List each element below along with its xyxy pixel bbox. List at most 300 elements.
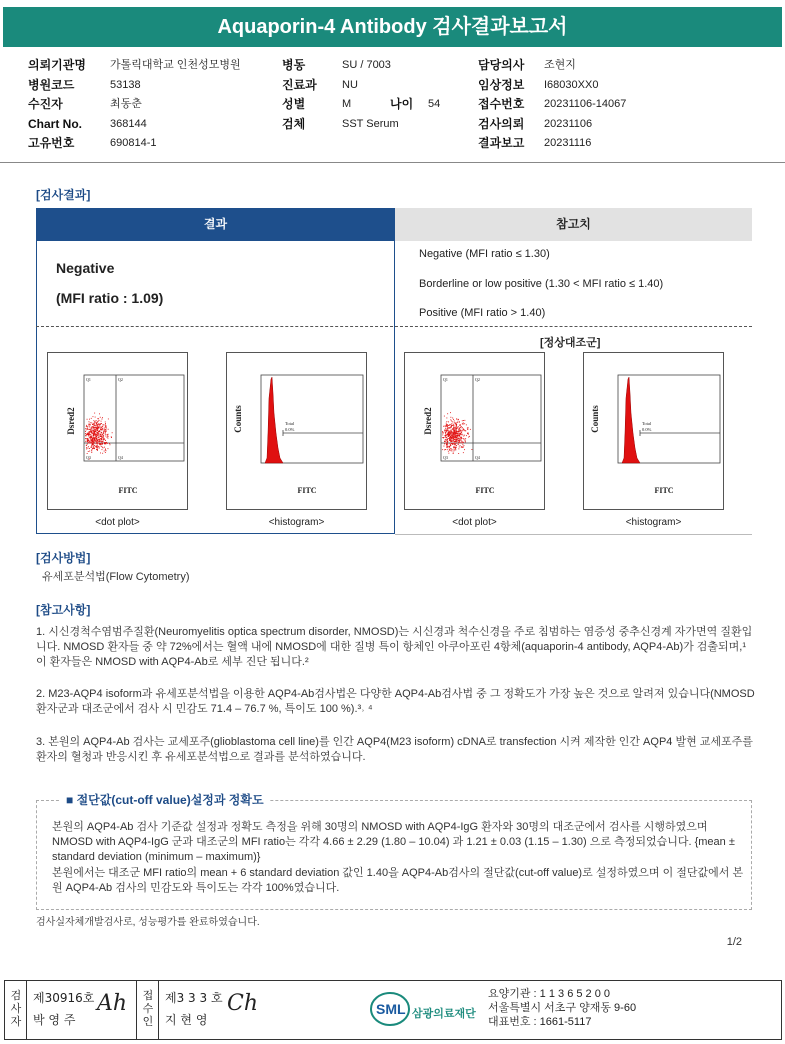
dot-point bbox=[85, 428, 86, 429]
dot-point bbox=[468, 434, 469, 435]
dot-point bbox=[450, 432, 451, 433]
dot-point bbox=[89, 434, 90, 435]
dot-point bbox=[101, 443, 102, 444]
cutoff-paragraph-1: 본원의 AQP4-Ab 검사 기준값 설정과 정확도 측정을 위해 30명의 NMOSD with AQP4-IgG 환자와 30명의 대조군에서 검사를 시행하였으며 NMOSD with AQP4-IgG 군과 대조군의 MFI ratio는 각각 4.66 ± 2.29 (1.80 – 10.04) 과 1.21 ± 0.03 (1.15 – 1.30) 으로 측정되었습니다. {mean ± standard deviation (minimum – maximum)} bbox=[52, 821, 735, 863]
dot-point bbox=[92, 448, 93, 449]
dot-point bbox=[93, 428, 94, 429]
dot-point bbox=[456, 447, 457, 448]
dot-point bbox=[110, 444, 111, 445]
dot-point bbox=[99, 435, 100, 436]
dot-point bbox=[450, 434, 451, 435]
dot-point bbox=[448, 435, 449, 436]
dot-point bbox=[463, 447, 464, 448]
dot-point bbox=[443, 426, 444, 427]
dot-point bbox=[102, 428, 103, 429]
dot-point bbox=[461, 432, 462, 433]
dot-point bbox=[96, 446, 97, 447]
dot-point bbox=[97, 427, 98, 428]
dot-point bbox=[91, 429, 92, 430]
dot-point bbox=[448, 438, 449, 439]
dot-point bbox=[103, 431, 104, 432]
dot-point bbox=[455, 428, 456, 429]
dot-point bbox=[459, 429, 460, 430]
dot-point bbox=[96, 442, 97, 443]
dot-point bbox=[89, 435, 90, 436]
dot-point bbox=[91, 450, 92, 451]
dot-point bbox=[457, 437, 458, 438]
dot-point bbox=[90, 429, 91, 430]
control-label: [정상대조군] bbox=[540, 337, 601, 349]
label-clinical-info: 임상정보 bbox=[478, 77, 525, 92]
dot-point bbox=[89, 459, 90, 460]
page-number: 1/2 bbox=[726, 936, 742, 948]
dot-point bbox=[458, 433, 459, 434]
dot-point bbox=[94, 445, 95, 446]
dot-point bbox=[103, 424, 104, 425]
dot-point bbox=[448, 453, 449, 454]
dot-point bbox=[106, 442, 107, 443]
dot-point bbox=[442, 437, 443, 438]
dot-point bbox=[94, 439, 95, 440]
dot-point bbox=[88, 441, 89, 442]
dot-point bbox=[466, 435, 467, 436]
dot-point bbox=[102, 417, 103, 418]
histogram-total-label: Total bbox=[642, 421, 652, 426]
dot-point bbox=[456, 429, 457, 430]
dot-point bbox=[89, 431, 90, 432]
dot-point bbox=[447, 430, 448, 431]
dot-point bbox=[453, 430, 454, 431]
dot-point bbox=[105, 442, 106, 443]
dot-point bbox=[89, 419, 90, 420]
dot-point bbox=[102, 447, 103, 448]
dot-point bbox=[447, 440, 448, 441]
logo-text: 삼광의료재단 bbox=[412, 1007, 476, 1020]
dot-point bbox=[106, 434, 107, 435]
dot-point bbox=[462, 427, 463, 428]
value-institution: 가톨릭대학교 인천성모병원 bbox=[110, 59, 241, 71]
dot-point bbox=[86, 425, 87, 426]
dot-point bbox=[452, 421, 453, 422]
dot-point bbox=[105, 433, 106, 434]
dot-point bbox=[457, 436, 458, 437]
dot-point bbox=[101, 430, 102, 431]
dot-point bbox=[100, 433, 101, 434]
dot-point bbox=[450, 449, 451, 450]
dot-point bbox=[86, 438, 87, 439]
label-patient: 수진자 bbox=[28, 97, 63, 111]
dot-point bbox=[445, 439, 446, 440]
tester-signature: Ah bbox=[97, 991, 128, 1016]
dot-point bbox=[458, 431, 459, 432]
dot-point bbox=[103, 435, 104, 436]
dot-point bbox=[92, 424, 93, 425]
dot-point bbox=[465, 430, 466, 431]
value-department: NU bbox=[342, 78, 358, 91]
dot-point bbox=[453, 428, 454, 429]
dot-point bbox=[459, 447, 460, 448]
dot-point bbox=[453, 438, 454, 439]
reference-header: 참고치 bbox=[395, 208, 752, 241]
header-row-1 bbox=[28, 56, 768, 76]
value-age: 54 bbox=[428, 98, 441, 110]
dot-point bbox=[94, 441, 95, 442]
dot-point bbox=[87, 441, 88, 442]
dot-point bbox=[446, 418, 447, 419]
dot-point bbox=[105, 423, 106, 424]
dot-point bbox=[456, 425, 457, 426]
dot-point bbox=[445, 426, 446, 427]
dot-point bbox=[91, 447, 92, 448]
dot-point bbox=[459, 421, 460, 422]
tester-name: 박 영 주 bbox=[33, 1013, 76, 1027]
dot-point bbox=[448, 447, 449, 448]
dot-point bbox=[107, 437, 108, 438]
dot-point bbox=[444, 443, 445, 444]
dot-point bbox=[89, 424, 90, 425]
dot-point bbox=[93, 448, 94, 449]
dot-point bbox=[97, 426, 98, 427]
dot-point bbox=[457, 441, 458, 442]
dot-point bbox=[104, 428, 105, 429]
dot-point bbox=[453, 443, 454, 444]
label-doctor: 담당의사 bbox=[478, 58, 525, 72]
dot-point bbox=[96, 427, 97, 428]
dot-point bbox=[468, 433, 469, 434]
receiver-signature: Ch bbox=[227, 991, 259, 1016]
label-hospital-code: 병원코드 bbox=[28, 77, 75, 92]
dot-point bbox=[95, 417, 96, 418]
dot-point bbox=[451, 429, 452, 430]
dot-point bbox=[89, 451, 90, 452]
dot-point bbox=[452, 429, 453, 430]
dot-point bbox=[95, 435, 96, 436]
dot-point bbox=[101, 429, 102, 430]
dot-point bbox=[85, 431, 86, 432]
label-age: 나이 bbox=[390, 97, 414, 111]
dot-point bbox=[448, 425, 449, 426]
dot-point bbox=[98, 418, 99, 419]
dot-point bbox=[105, 440, 106, 441]
dot-point bbox=[445, 436, 446, 437]
dot-point bbox=[99, 441, 100, 442]
dot-point bbox=[97, 445, 98, 446]
dot-point bbox=[465, 440, 466, 441]
dot-point bbox=[463, 423, 464, 424]
dot-point bbox=[108, 436, 109, 437]
dot-point bbox=[455, 439, 456, 440]
quadrant-q2-label: Q2 bbox=[118, 377, 123, 382]
dot-point bbox=[91, 452, 92, 453]
dot-point bbox=[461, 437, 462, 438]
dot-point bbox=[461, 434, 462, 435]
dot-point bbox=[94, 437, 95, 438]
dot-point bbox=[101, 446, 102, 447]
histogram-peak bbox=[622, 377, 640, 463]
dot-point bbox=[458, 442, 459, 443]
sml-logo-icon bbox=[370, 987, 480, 1031]
dot-point bbox=[95, 431, 96, 432]
dot-point bbox=[442, 435, 443, 436]
dot-point bbox=[92, 441, 93, 442]
dot-point bbox=[103, 430, 104, 431]
dot-point bbox=[102, 437, 103, 438]
dot-point bbox=[452, 418, 453, 419]
dot-point bbox=[447, 413, 448, 414]
dot-point bbox=[103, 425, 104, 426]
dot-point bbox=[454, 447, 455, 448]
dot-point bbox=[452, 435, 453, 436]
dot-point bbox=[101, 421, 102, 422]
dot-point bbox=[88, 451, 89, 452]
dot-point bbox=[448, 451, 449, 452]
caption-control-dot-plot: <dot plot> bbox=[452, 517, 497, 528]
note-1: 1. 시신경척수염범주질환(Neuromyelitis optica spectrum disorder, NMOSD)는 시신경과 척수신경을 주로 침범하는 염증성 중추신경계 자가면역 질환입니다. NMOSD 환자들 중 약 72%에서는 혈액 내에 NMOSD에 대한 질병 특이 항체인 아쿠아포린 4항체(aquaporin-4 antibody, AQP4-Ab)가 검출되며,¹ 이 환자들은 NMOSD with AQP4-Ab로 세부 진단 됩니다.² bbox=[36, 626, 753, 668]
dot-point bbox=[463, 442, 464, 443]
dot-point bbox=[459, 441, 460, 442]
result-header: 결과 bbox=[36, 208, 395, 241]
dot-point bbox=[97, 449, 98, 450]
dot-point bbox=[452, 436, 453, 437]
dot-point bbox=[448, 433, 449, 434]
dot-point bbox=[108, 419, 109, 420]
dot-point bbox=[447, 449, 448, 450]
dot-point bbox=[450, 450, 451, 451]
dot-point bbox=[96, 433, 97, 434]
dot-point bbox=[446, 439, 447, 440]
dot-point bbox=[92, 432, 93, 433]
dot-point bbox=[93, 437, 94, 438]
result-mfi: (MFI ratio : 1.09) bbox=[56, 290, 164, 306]
dot-point bbox=[85, 433, 86, 434]
dot-point bbox=[105, 427, 106, 428]
dot-point bbox=[467, 428, 468, 429]
dot-point bbox=[445, 441, 446, 442]
dot-point bbox=[106, 425, 107, 426]
dot-point bbox=[104, 439, 105, 440]
dot-point bbox=[449, 437, 450, 438]
dot-point bbox=[451, 423, 452, 424]
dot-point bbox=[101, 433, 102, 434]
dot-point bbox=[457, 440, 458, 441]
dot-point bbox=[93, 420, 94, 421]
dot-point bbox=[447, 441, 448, 442]
dot-point bbox=[445, 443, 446, 444]
dot-point bbox=[93, 447, 94, 448]
value-doctor: 조현지 bbox=[544, 59, 576, 71]
dot-point bbox=[460, 440, 461, 441]
dot-point bbox=[449, 446, 450, 447]
dot-point bbox=[453, 453, 454, 454]
dot-point bbox=[88, 439, 89, 440]
reference-negative: Negative (MFI ratio ≤ 1.30) bbox=[419, 248, 550, 260]
dot-point bbox=[445, 434, 446, 435]
dot-point bbox=[100, 441, 101, 442]
dot-point bbox=[454, 443, 455, 444]
dot-point bbox=[462, 447, 463, 448]
dot-point bbox=[454, 426, 455, 427]
dot-point bbox=[99, 420, 100, 421]
quadrant-q1-label: Q1 bbox=[86, 377, 91, 382]
dot-point bbox=[102, 453, 103, 454]
dot-point bbox=[447, 444, 448, 445]
dot-point bbox=[460, 434, 461, 435]
dot-point bbox=[454, 427, 455, 428]
dot-point bbox=[108, 448, 109, 449]
dot-point bbox=[93, 433, 94, 434]
dot-point bbox=[91, 442, 92, 443]
dot-point bbox=[99, 439, 100, 440]
dot-point bbox=[87, 438, 88, 439]
value-report-date: 20231116 bbox=[544, 137, 592, 149]
dot-point bbox=[87, 419, 88, 420]
dot-point bbox=[464, 423, 465, 424]
section-result-title: [검사결과] bbox=[36, 188, 91, 202]
receiver-vertical-label: 접 수 인 bbox=[142, 989, 154, 1028]
dot-point bbox=[451, 421, 452, 422]
logo-mark: SML bbox=[376, 1001, 406, 1017]
dot-point bbox=[93, 416, 94, 417]
dot-point bbox=[453, 441, 454, 442]
tester-signature-box bbox=[27, 981, 137, 1039]
dot-point bbox=[92, 438, 93, 439]
dot-point bbox=[97, 424, 98, 425]
dot-point bbox=[94, 431, 95, 432]
dot-point bbox=[91, 439, 92, 440]
dot-point bbox=[102, 443, 103, 444]
dot-point bbox=[96, 423, 97, 424]
header-row-3 bbox=[28, 95, 768, 115]
dot-point bbox=[464, 430, 465, 431]
dot-point bbox=[454, 449, 455, 450]
dot-point bbox=[456, 443, 457, 444]
dot-point bbox=[97, 447, 98, 448]
dot-point bbox=[448, 429, 449, 430]
dot-point bbox=[101, 434, 102, 435]
dot-point bbox=[467, 429, 468, 430]
dot-point bbox=[450, 438, 451, 439]
dot-point bbox=[89, 429, 90, 430]
dot-y-axis-label: Dsred2 bbox=[423, 407, 433, 435]
dot-point bbox=[450, 412, 451, 413]
dot-point bbox=[447, 427, 448, 428]
dot-point bbox=[456, 431, 457, 432]
dot-point bbox=[102, 442, 103, 443]
dot-point bbox=[106, 450, 107, 451]
institution-phone: 대표번호 : 1661-5117 bbox=[488, 1016, 592, 1028]
tester-vertical-label-box bbox=[5, 981, 27, 1039]
dot-point bbox=[104, 451, 105, 452]
dot-point bbox=[87, 440, 88, 441]
dot-point bbox=[104, 442, 105, 443]
dot-point bbox=[464, 435, 465, 436]
dot-point bbox=[459, 440, 460, 441]
dot-point bbox=[462, 423, 463, 424]
dot-point bbox=[103, 438, 104, 439]
dot-point bbox=[442, 431, 443, 432]
sml-logo bbox=[370, 987, 480, 1035]
dot-point bbox=[458, 435, 459, 436]
header-row-5 bbox=[28, 134, 768, 154]
dot-point bbox=[96, 440, 97, 441]
dot-point bbox=[471, 449, 472, 450]
dot-point bbox=[452, 432, 453, 433]
dot-point bbox=[95, 427, 96, 428]
dot-point bbox=[102, 444, 103, 445]
dot-point bbox=[454, 421, 455, 422]
reference-positive: Positive (MFI ratio > 1.40) bbox=[419, 307, 546, 319]
dot-point bbox=[461, 442, 462, 443]
dot-point bbox=[102, 426, 103, 427]
histogram-percent-label: 0.0% bbox=[285, 427, 295, 432]
label-sex: 성별 bbox=[282, 97, 306, 111]
dot-point bbox=[106, 428, 107, 429]
dot-point bbox=[86, 449, 87, 450]
dot-point bbox=[449, 434, 450, 435]
dot-point bbox=[93, 442, 94, 443]
histogram-peak bbox=[265, 377, 283, 463]
dot-point bbox=[463, 439, 464, 440]
dot-point bbox=[450, 436, 451, 437]
dot-point bbox=[100, 453, 101, 454]
result-dashed-divider bbox=[36, 326, 752, 327]
dot-point bbox=[457, 431, 458, 432]
dot-point bbox=[448, 432, 449, 433]
dot-point bbox=[87, 426, 88, 427]
value-chart-no: 368144 bbox=[110, 117, 147, 130]
dot-point bbox=[449, 447, 450, 448]
dot-point bbox=[98, 443, 99, 444]
dot-point bbox=[446, 435, 447, 436]
dot-point bbox=[91, 438, 92, 439]
dot-point bbox=[450, 432, 451, 433]
caption-dot-plot: <dot plot> bbox=[95, 517, 140, 528]
dot-point bbox=[91, 436, 92, 437]
receiver-name: 지 현 영 bbox=[165, 1013, 208, 1027]
dot-point bbox=[463, 424, 464, 425]
dot-point bbox=[108, 438, 109, 439]
result-value: Negative bbox=[56, 260, 115, 276]
value-hospital-code: 53138 bbox=[110, 78, 141, 91]
header-divider bbox=[0, 162, 785, 163]
dot-point bbox=[449, 449, 450, 450]
dot-point bbox=[89, 425, 90, 426]
note-2: 2. M23-AQP4 isoform과 유세포분석법을 이용한 AQP4-Ab검사법은 다양한 AQP4-Ab검사법 중 그 정확도가 가장 높은 것으로 알려져 있습니다(NMOSD환자군과 대조군에서 검사 시 민감도 71.4 – 76.7 %, 특이도 100 %).³˒ ⁴ bbox=[36, 688, 755, 715]
dot-point bbox=[447, 446, 448, 447]
dot-point bbox=[99, 444, 100, 445]
patient-dot-plot bbox=[47, 352, 188, 510]
dot-point bbox=[462, 441, 463, 442]
dot-point bbox=[446, 432, 447, 433]
label-institution: 의뢰기관명 bbox=[28, 58, 86, 72]
histogram-total-label: Total bbox=[285, 421, 295, 426]
dot-point bbox=[456, 445, 457, 446]
dot-point bbox=[455, 448, 456, 449]
dot-point bbox=[470, 429, 471, 430]
dot-point bbox=[91, 427, 92, 428]
dot-point bbox=[451, 440, 452, 441]
label-unique-no: 고유번호 bbox=[28, 136, 75, 150]
tester-license: 제30916호 bbox=[33, 991, 95, 1005]
dot-point bbox=[99, 424, 100, 425]
cutoff-paragraph-2: 본원에서는 대조군 MFI ratio의 mean + 6 standard deviation 값인 1.40을 AQP4-Ab검사의 절단값(cut-off value)로 설정하였으며 이 절단값에서 본원 AQP4-Ab 검사의 민감도와 특이도는 각각 100%였습니다. bbox=[52, 867, 744, 894]
dot-point bbox=[95, 433, 96, 434]
dot-point bbox=[97, 434, 98, 435]
dot-point bbox=[462, 430, 463, 431]
label-report-date: 결과보고 bbox=[478, 136, 525, 150]
dot-point bbox=[442, 449, 443, 450]
hist-y-axis-label: Counts bbox=[590, 405, 600, 433]
